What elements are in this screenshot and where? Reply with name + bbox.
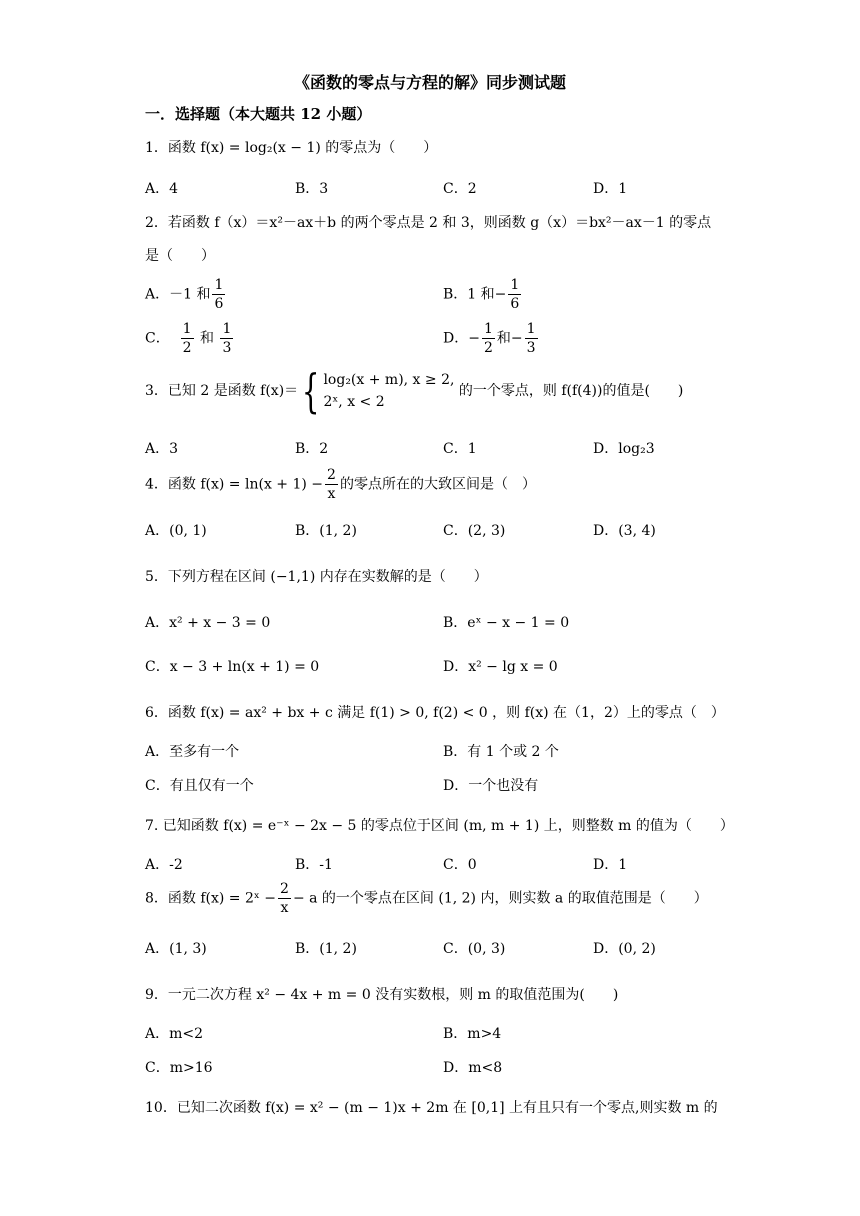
q1-option-b: B．3 [295,181,329,197]
question-4: 4．函数 f(x) = ln(x + 1) − $\frac{2}{x}$ 的零点所在的大致区间是（ ） [145,467,536,502]
q9-option-a: A．m<2 [145,1026,204,1042]
q5-option-d: D．x² − lg x = 0 [443,659,558,675]
q7-option-d: D．1 [593,857,628,873]
q7-option-c: C．0 [443,857,477,873]
q3-option-d: D．log₂3 [593,441,655,457]
q2-option-a: A．－1 和 $\frac{1}{6}$ [145,277,224,312]
q8-option-b: B．(1, 2) [295,941,357,957]
question-3: 3．已知 2 是函数 f(x)＝{ log₂(x + m), x ≥ 2, 2ˣ, x < 2 的一个零点，则 f(f(4))的值是( ) [145,364,684,418]
q8-option-a: A．(1, 3) [145,941,207,957]
page-title: 《函数的零点与方程的解》同步测试题 [293,73,566,92]
q3-option-a: A．3 [145,441,179,457]
q4-option-d: D．(3, 4) [593,523,656,539]
left-brace: { [302,364,320,418]
question-1: 1．函数 f(x) = log₂(x − 1) 的零点为（ ） [145,140,438,156]
q1-option-c: C．2 [443,181,477,197]
q3-option-b: B．2 [295,441,329,457]
question-10: 10．已知二次函数 f(x) = x² − (m − 1)x + 2m 在 [0,1] 上有且只有一个零点,则实数 m 的 [145,1100,718,1116]
q5-option-c: C．x − 3 + ln(x + 1) = 0 [145,659,320,675]
q6-option-c: C．有且仅有一个 [145,778,254,794]
q9-option-d: D．m<8 [443,1060,503,1076]
section-heading: 一．选择题（本大题共 12 小题） [145,105,372,123]
question-9: 9．一元二次方程 x² − 4x + m = 0 没有实数根，则 m 的取值范围为( ) [145,987,619,1003]
q1-option-d: D．1 [593,181,628,197]
q4-option-a: A．(0, 1) [145,523,207,539]
q7-option-a: A．-2 [145,857,183,873]
q3-option-c: C．1 [443,441,477,457]
q2-option-c: C． $\frac{1}{2}$ 和 $\frac{1}{3}$ [145,321,232,356]
question-8: 8．函数 f(x) = 2ˣ − $\frac{2}{x}$ − a 的一个零点在区间 (1, 2) 内，则实数 a 的取值范围是（ ） [145,881,708,916]
q1-option-a: A．4 [145,181,179,197]
question-5: 5．下列方程在区间 (−1,1) 内存在实数解的是（ ） [145,569,488,585]
q2-option-d: D．− $\frac{1}{2}$ 和− $\frac{1}{3}$ [443,321,536,356]
q8-option-d: D．(0, 2) [593,941,656,957]
q7-option-b: B．-1 [295,857,333,873]
q5-option-b: B．eˣ − x − 1 = 0 [443,615,570,631]
question-6: 6．函数 f(x) = ax² + bx + c 满足 f(1) > 0, f(2) < 0 ，则 f(x) 在（1，2）上的零点（ ） [145,705,725,721]
q9-option-c: C．m>16 [145,1060,213,1076]
q2-option-b: B．1 和− $\frac{1}{6}$ [443,277,520,312]
q4-option-b: B．(1, 2) [295,523,357,539]
q6-option-d: D．一个也没有 [443,778,539,794]
q5-option-a: A．x² + x − 3 = 0 [145,615,271,631]
q9-option-b: B．m>4 [443,1026,502,1042]
q4-option-c: C．(2, 3) [443,523,506,539]
question-2-line-2: 是（ ） [145,248,215,264]
q6-option-b: B．有 1 个或 2 个 [443,744,559,760]
question-7: 7. 已知函数 f(x) = e⁻ˣ − 2x − 5 的零点位于区间 (m, m + 1) 上，则整数 m 的值为（ ） [145,818,734,834]
question-2-line-1: 2．若函数 f（x）＝x²－ax＋b 的两个零点是 2 和 3，则函数 g（x）＝bx²－ax－1 的零点 [145,215,712,231]
q6-option-a: A．至多有一个 [145,744,240,760]
q8-option-c: C．(0, 3) [443,941,506,957]
